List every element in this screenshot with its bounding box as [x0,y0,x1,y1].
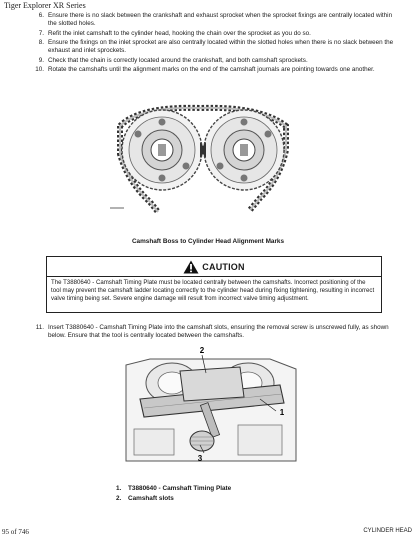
legend-item [116,484,231,494]
exhaust-sprocket [122,110,202,190]
running-header: Tiger Explorer XR Series [4,1,86,10]
step-10 [28,66,394,74]
step-number: 6. [38,12,44,19]
callout-3: 3 [197,454,203,463]
section-name: CYLINDER HEAD [363,528,412,534]
step-text: Ensure the fixings on the inlet sprocket are also centrally located within the slotted holes when there is no slack between the exhaust and inlet sprockets. [48,38,394,55]
callout-1: 1 [279,408,285,417]
legend-number: 2. [116,495,122,502]
legend-item [116,494,231,504]
legend-label: T3880640 - Camshaft Timing Plate [128,485,232,492]
legend-number: 1. [116,485,122,492]
step-number: 11. [35,324,44,331]
step-text: Ensure there is no slack between the crankshaft and exhaust sprocket when the sprocket fixings are centrally located within the slotted holes. [48,12,393,28]
step-7 [28,30,394,38]
step-number: 10. [35,65,44,73]
step-number: 8. [38,38,44,46]
step-6 [28,12,394,28]
step-8 [28,39,394,55]
warning-triangle-icon [183,260,199,274]
step-number: 9. [38,56,44,64]
camshaft-sprockets-figure [100,98,306,216]
figure-legend [116,484,231,504]
caution-box [46,256,382,313]
step-text: Insert T3880640 - Camshaft Timing Plate into the camshaft slots, ensuring the removal screw is unscrewed fully, as shown below. Ensure that the tool is centrally located between the camshafts. [48,324,389,340]
procedure-steps [28,12,394,75]
caution-heading [47,257,381,277]
callout-2: 2 [199,346,205,355]
caution-text: The T3880640 - Camshaft Timing Plate must be located centrally between the camshafts. Incorrect positioning of the tool may prevent the camshaft ladder locating correctly to the cylinder head during fixing tightening, resulting in incorrect valve timing being set. Severe engine damage will result from incorrect valve timing adjustment. [51,279,375,302]
step-9 [28,57,394,65]
inlet-sprocket [204,110,284,190]
step-text: Rotate the camshafts until the alignment marks on the end of the camshaft journals are pointing towards one another. [48,65,375,73]
figure-caption: Camshaft Boss to Cylinder Head Alignment Marks [131,238,285,245]
step-11 [28,324,394,340]
step-text: Check that the chain is correctly located around the crankshaft, and both camshaft sprockets. [48,56,308,64]
page-number: 95 of 746 [2,528,29,536]
caution-label: CAUTION [202,261,245,272]
timing-plate-figure [120,345,302,473]
step-number: 7. [38,29,44,37]
procedure-steps-continued [28,324,394,340]
legend-label: Camshaft slots [128,495,174,502]
step-text: Refit the inlet camshaft to the cylinder head, hooking the chain over the sprocket as you do so. [48,29,311,37]
